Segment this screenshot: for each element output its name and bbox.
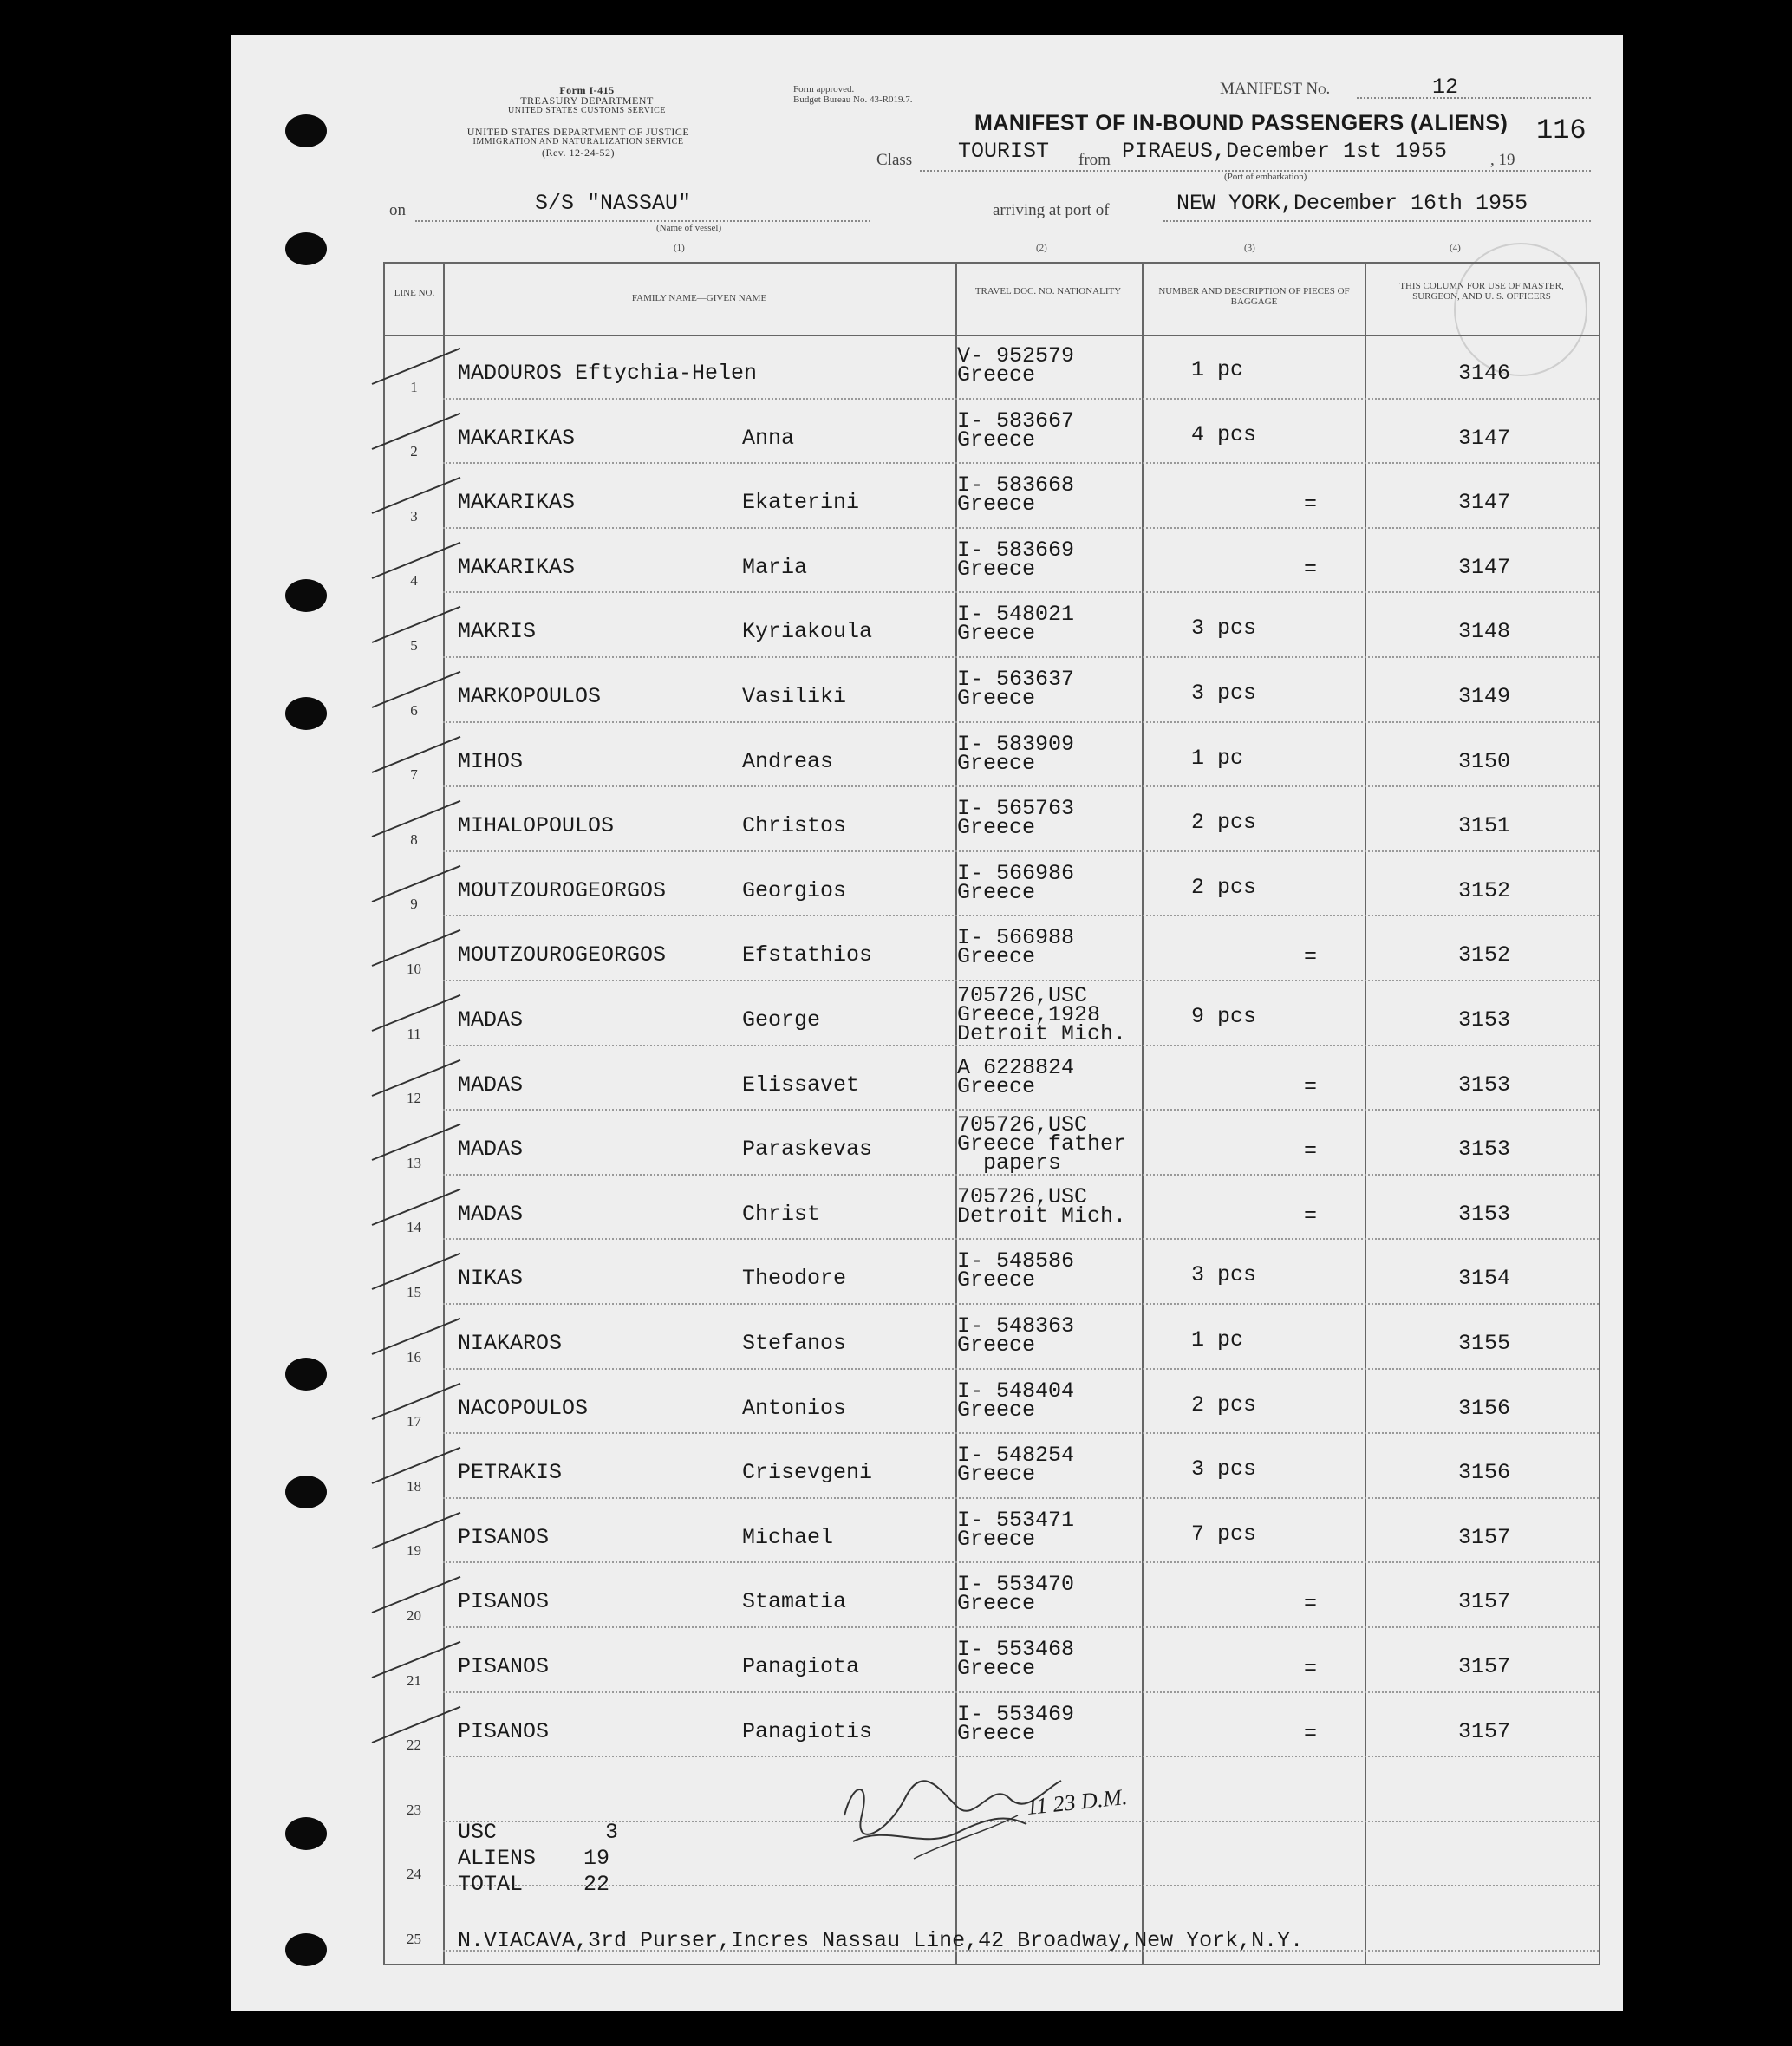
table-row (385, 787, 1599, 852)
total-count: 22 (583, 1872, 610, 1897)
officer-code: 3147 (1458, 425, 1511, 451)
class-label: Class (876, 151, 913, 169)
family-name: MADAS (458, 1072, 524, 1098)
given-name: Michael (742, 1524, 834, 1550)
baggage: = (1304, 944, 1318, 970)
given-name: Ekaterini (742, 490, 860, 516)
travel-doc-nationality: V- 952579 Greece (957, 343, 1075, 388)
family-name: MARKOPOULOS (458, 684, 602, 709)
officer-code: 3147 (1458, 490, 1511, 516)
baggage: = (1304, 1202, 1318, 1228)
binder-hole (285, 1476, 327, 1508)
line-number: 8 (410, 831, 418, 848)
line-number: 12 (407, 1090, 421, 1107)
table-row (385, 658, 1599, 723)
officer-code: 3157 (1458, 1589, 1511, 1615)
table-row (385, 852, 1599, 917)
justice-dept: UNITED STATES DEPARTMENT OF JUSTICE (466, 126, 690, 138)
from-label: from (1078, 151, 1111, 169)
baggage: 1 pc (1191, 357, 1244, 382)
baggage: 3 pcs (1191, 681, 1257, 706)
table-row (385, 464, 1599, 529)
officer-code: 3148 (1458, 619, 1511, 645)
totals-summary (458, 1820, 618, 1898)
customs-service: UNITED STATES CUSTOMS SERVICE (508, 106, 666, 115)
vessel-line (415, 220, 870, 222)
manifest-title: MANIFEST OF IN-BOUND PASSENGERS (ALIENS) (974, 111, 1509, 135)
family-name: MADAS (458, 1201, 524, 1227)
manifest-number-label: MANIFEST No. (1220, 80, 1331, 98)
treasury-dept: TREASURY DEPARTMENT (520, 94, 654, 107)
column-number-1: (1) (674, 243, 685, 253)
given-name: Paraskevas (742, 1137, 873, 1163)
given-name: Antonios (742, 1395, 847, 1421)
line-number: 14 (407, 1219, 421, 1236)
family-name: NIKAS (458, 1266, 524, 1292)
binder-hole (285, 1933, 327, 1966)
binder-hole (285, 1358, 327, 1391)
header-travel-doc: TRAVEL DOC. NO. NATIONALITY (974, 286, 1122, 296)
table-row (385, 400, 1599, 465)
header-baggage: NUMBER AND DESCRIPTION OF PIECES OF BAGGAGE (1158, 286, 1350, 307)
line-number: 10 (407, 960, 421, 977)
travel-doc-nationality: 705726,USC Detroit Mich. (957, 1183, 1127, 1228)
baggage: 9 pcs (1191, 1004, 1257, 1029)
given-name: George (742, 1007, 821, 1033)
travel-doc-nationality: I- 553471 Greece (957, 1507, 1075, 1552)
baggage: 3 pcs (1191, 1262, 1257, 1288)
given-name: Elissavet (742, 1072, 860, 1098)
line-number: 3 (410, 507, 418, 525)
binder-hole (285, 114, 327, 147)
signature-date: 11 23 D.M. (1025, 1783, 1129, 1821)
line-number: 23 (407, 1801, 421, 1818)
given-name: Stamatia (742, 1589, 847, 1615)
given-name: Panagiota (742, 1654, 860, 1679)
officer-code: 3153 (1458, 1072, 1511, 1098)
travel-doc-nationality: I- 548586 Greece (957, 1248, 1075, 1293)
page-number: 116 (1536, 114, 1587, 147)
travel-doc-nationality: I- 583909 Greece (957, 731, 1075, 776)
vessel-caption: (Name of vessel) (656, 223, 722, 233)
on-label: on (389, 201, 406, 219)
arriving-label: arriving at port of (993, 201, 1110, 219)
baggage: 4 pcs (1191, 421, 1257, 447)
baggage: 2 pcs (1191, 810, 1257, 836)
arriving-line (1163, 220, 1591, 222)
table-row (385, 1499, 1599, 1564)
baggage: = (1304, 492, 1318, 518)
line-number: 25 (407, 1930, 421, 1947)
travel-doc-nationality: A 6228824 Greece (957, 1054, 1075, 1099)
port-caption: (Port of embarkation) (1224, 172, 1307, 182)
table-row (385, 1111, 1599, 1176)
arrival-port-date: NEW YORK,December 16th 1955 (1176, 191, 1528, 216)
revision-date: (Rev. 12-24-52) (541, 147, 616, 159)
total-label: TOTAL (458, 1872, 524, 1897)
column-number-2: (2) (1036, 243, 1047, 253)
family-name: PISANOS (458, 1654, 550, 1679)
baggage: = (1304, 1656, 1318, 1681)
table-row (385, 1305, 1599, 1370)
family-name: MOUTZOUROGEORGOS (458, 877, 667, 903)
travel-doc-nationality: I- 548021 Greece (957, 602, 1075, 647)
family-name: PETRAKIS (458, 1460, 563, 1486)
line-number: 2 (410, 443, 418, 460)
table-row (385, 1240, 1599, 1305)
family-name: NACOPOULOS (458, 1395, 589, 1421)
manifest-number-line (1357, 97, 1591, 99)
ins-service: IMMIGRATION AND NATURALIZATION SERVICE (472, 137, 684, 147)
travel-doc-nationality: I- 553469 Greece (957, 1701, 1075, 1746)
officer-code: 3155 (1458, 1331, 1511, 1356)
line-number: 1 (410, 378, 418, 395)
travel-doc-nationality: I- 548254 Greece (957, 1443, 1075, 1488)
family-name: MAKARIKAS (458, 490, 576, 516)
given-name: Maria (742, 554, 808, 580)
header-name: FAMILY NAME—GIVEN NAME (631, 293, 767, 303)
binder-hole (285, 232, 327, 265)
officer-code: 3149 (1458, 684, 1511, 709)
binder-hole (285, 579, 327, 612)
given-name: Theodore (742, 1266, 847, 1292)
travel-doc-nationality: I- 566986 Greece (957, 860, 1075, 905)
travel-doc-nationality: I- 553470 Greece (957, 1572, 1075, 1617)
line-number: 13 (407, 1154, 421, 1171)
baggage: 2 pcs (1191, 874, 1257, 900)
officer-code: 3156 (1458, 1460, 1511, 1486)
passenger-table (383, 262, 1600, 1965)
given-name: Georgios (742, 877, 847, 903)
baggage: = (1304, 1591, 1318, 1617)
officer-code: 3156 (1458, 1395, 1511, 1421)
officer-code: 3152 (1458, 942, 1511, 968)
line-number: 21 (407, 1671, 421, 1689)
family-name: MIHOS (458, 748, 524, 774)
travel-doc-nationality: I- 553468 Greece (957, 1637, 1075, 1681)
usc-count: 3 (605, 1820, 619, 1845)
baggage: 1 pc (1191, 1327, 1244, 1352)
baggage: = (1304, 1720, 1318, 1746)
line-number: 16 (407, 1348, 421, 1365)
binder-hole (285, 1817, 327, 1850)
header-officers: THIS COLUMN FOR USE OF MASTER, SURGEON, AND U. S. OFFICERS (1399, 281, 1564, 302)
family-name: MAKRIS (458, 619, 537, 645)
table-row (385, 1628, 1599, 1693)
travel-doc-nationality: I- 548404 Greece (957, 1378, 1075, 1423)
line-number: 7 (410, 766, 418, 784)
travel-doc-nationality: 705726,USC Greece father papers (957, 1112, 1127, 1176)
line-number: 11 (407, 1025, 421, 1042)
line-number: 22 (407, 1736, 421, 1754)
line-number: 24 (407, 1866, 421, 1883)
line-number: 6 (410, 701, 418, 719)
family-name: MADAS (458, 1007, 524, 1033)
given-name: Andreas (742, 748, 834, 774)
baggage: = (1304, 556, 1318, 582)
travel-doc-nationality: I- 566988 Greece (957, 925, 1075, 970)
table-row (385, 916, 1599, 981)
line-number: 18 (407, 1477, 421, 1495)
officer-code: 3150 (1458, 748, 1511, 774)
table-row (385, 723, 1599, 788)
table-row (385, 1434, 1599, 1499)
form-approved: Form approved. (793, 84, 855, 94)
family-name: MADAS (458, 1137, 524, 1163)
baggage: 7 pcs (1191, 1521, 1257, 1547)
table-row (385, 981, 1599, 1046)
given-name: Panagiotis (742, 1718, 873, 1744)
family-name: MAKARIKAS (458, 554, 576, 580)
vessel-name: S/S "NASSAU" (535, 191, 692, 216)
given-name: Kyriakoula (742, 619, 873, 645)
given-name: Vasiliki (742, 684, 847, 709)
table-row (385, 1563, 1599, 1628)
officer-code: 3151 (1458, 813, 1511, 839)
line-number: 20 (407, 1606, 421, 1624)
family-name: NIAKAROS (458, 1331, 563, 1356)
given-name: Crisevgeni (742, 1460, 873, 1486)
officer-code: 3157 (1458, 1654, 1511, 1679)
travel-doc-nationality: I- 565763 Greece (957, 796, 1075, 841)
officer-code: 3146 (1458, 361, 1511, 386)
family-name: MAKARIKAS (458, 425, 576, 451)
table-row (385, 1176, 1599, 1241)
manifest-page (231, 35, 1623, 2011)
officer-code: 3152 (1458, 877, 1511, 903)
officer-code: 3157 (1458, 1718, 1511, 1744)
officer-code: 3153 (1458, 1137, 1511, 1163)
class-value: TOURIST (958, 139, 1050, 164)
header-line-no: LINE NO. (394, 288, 435, 298)
family-name: MADOUROS Eftychia-Helen (458, 361, 758, 386)
aliens-label: ALIENS (458, 1846, 537, 1871)
officer-code: 3157 (1458, 1524, 1511, 1550)
from-year-suffix: , 19 (1490, 151, 1515, 169)
port-of-embarkation: PIRAEUS,December 1st 1955 (1122, 139, 1448, 164)
table-row (385, 593, 1599, 658)
binder-hole (285, 697, 327, 730)
column-number-4: (4) (1450, 243, 1461, 253)
line-number: 9 (410, 896, 418, 913)
officer-code: 3154 (1458, 1266, 1511, 1292)
baggage: 2 pcs (1191, 1391, 1257, 1417)
table-row (385, 1370, 1599, 1435)
travel-doc-nationality: I- 563637 Greece (957, 667, 1075, 711)
travel-doc-nationality: I- 548363 Greece (957, 1313, 1075, 1358)
given-name: Stefanos (742, 1331, 847, 1356)
form-number: Form I-415 (559, 84, 615, 96)
manifest-number: 12 (1432, 75, 1459, 100)
table-row (385, 335, 1599, 400)
officer-code: 3153 (1458, 1201, 1511, 1227)
purser-footer: N.VIACAVA,3rd Purser,Incres Nassau Line,42 Broadway,New York,N.Y. (458, 1928, 1304, 1953)
line-number: 5 (410, 636, 418, 654)
family-name: PISANOS (458, 1524, 550, 1550)
table-row (385, 529, 1599, 594)
travel-doc-nationality: 705726,USC Greece,1928 Detroit Mich. (957, 983, 1127, 1046)
line-number: 17 (407, 1413, 421, 1430)
line-number: 19 (407, 1542, 421, 1560)
budget-bureau: Budget Bureau No. 43-R019.7. (793, 94, 913, 105)
baggage: = (1304, 1073, 1318, 1099)
baggage: 3 pcs (1191, 616, 1257, 642)
travel-doc-nationality: I- 583669 Greece (957, 537, 1075, 582)
given-name: Anna (742, 425, 795, 451)
given-name: Christ (742, 1201, 821, 1227)
family-name: MIHALOPOULOS (458, 813, 615, 839)
officer-code: 3153 (1458, 1007, 1511, 1033)
aliens-count: 19 (583, 1846, 610, 1871)
given-name: Christos (742, 813, 847, 839)
baggage: = (1304, 1138, 1318, 1164)
column-number-3: (3) (1244, 243, 1255, 253)
travel-doc-nationality: I- 583667 Greece (957, 407, 1075, 453)
line-number: 4 (410, 572, 418, 590)
table-row (385, 1693, 1599, 1758)
baggage: 3 pcs (1191, 1456, 1257, 1482)
family-name: PISANOS (458, 1589, 550, 1615)
given-name: Efstathios (742, 942, 873, 968)
family-name: PISANOS (458, 1718, 550, 1744)
travel-doc-nationality: I- 583668 Greece (957, 472, 1075, 518)
usc-label: USC (458, 1820, 498, 1845)
line-number: 15 (407, 1283, 421, 1300)
officer-code: 3147 (1458, 554, 1511, 580)
family-name: MOUTZOUROGEORGOS (458, 942, 667, 968)
baggage: 1 pc (1191, 745, 1244, 771)
table-row (385, 1046, 1599, 1111)
